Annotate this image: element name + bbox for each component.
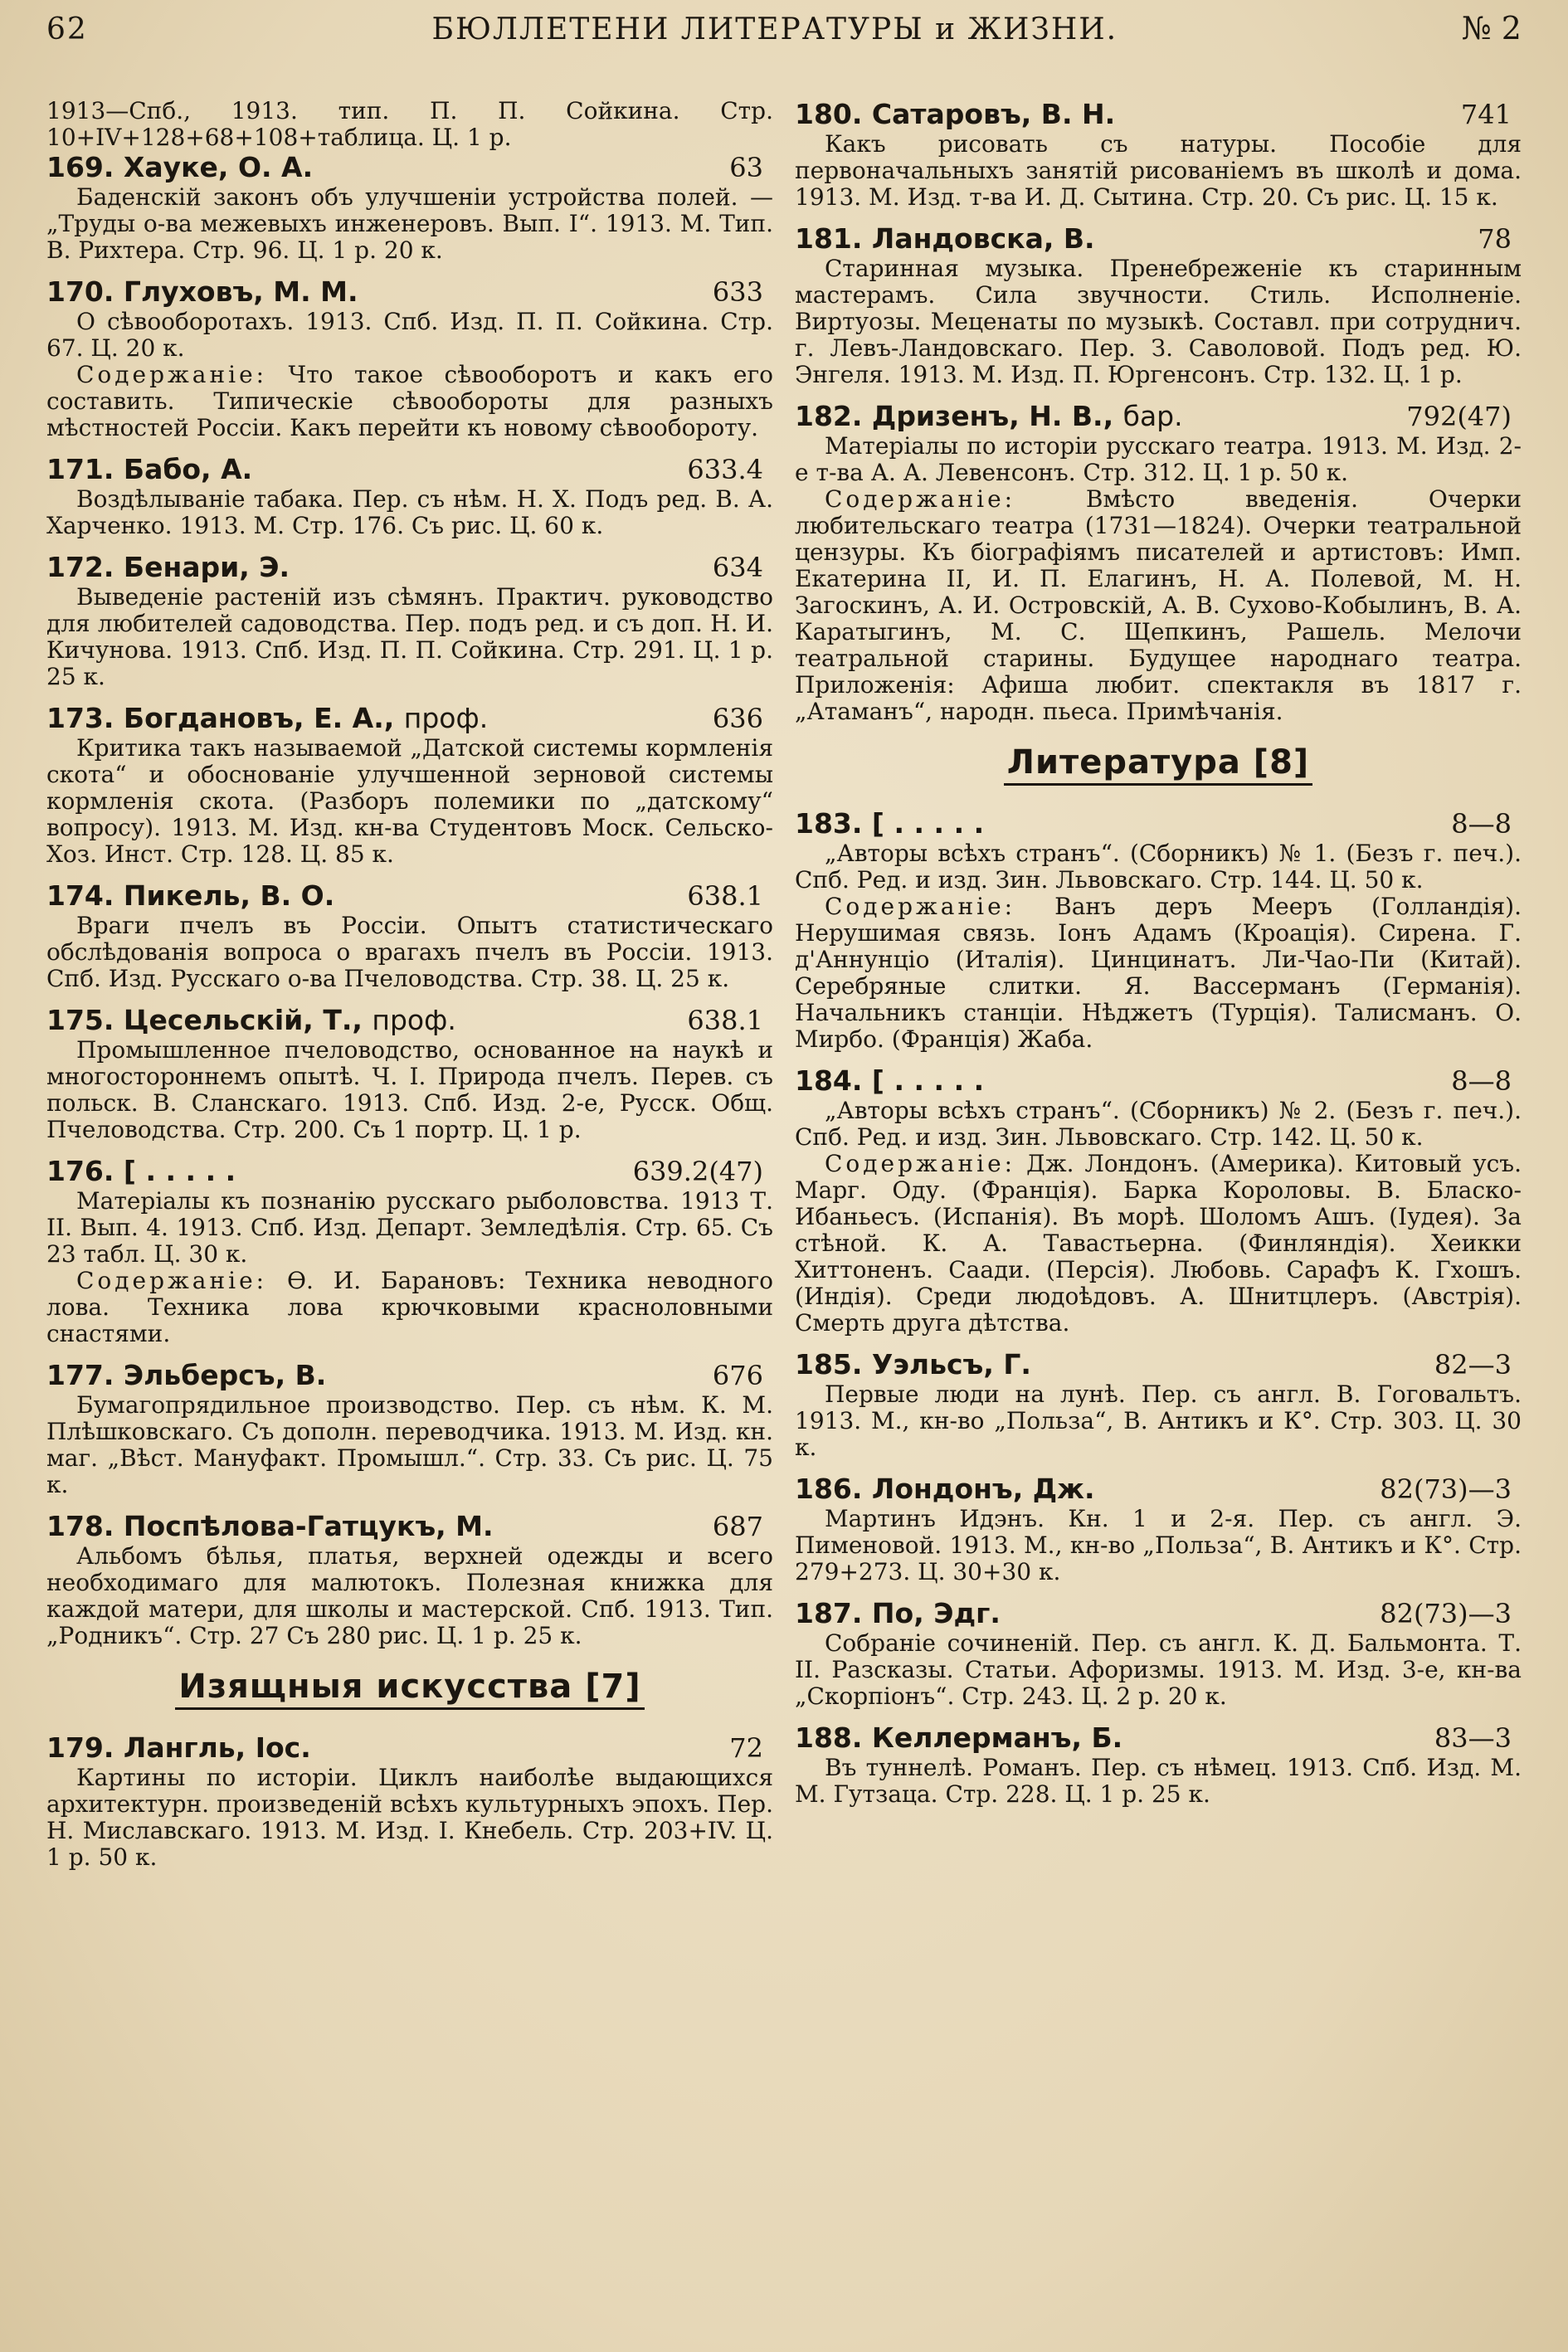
entry-description: „Авторы всѣхъ странъ“. (Сборникъ) № 1. (Безъ г. печ.). Спб. Ред. и изд. Зин. Львовскаго. Стр. 144. Ц. 50 к. (795, 840, 1522, 894)
entry-head (46, 453, 773, 486)
entry-number: 181. (795, 222, 863, 255)
entry-classification: 82(73)—3 (1380, 1473, 1512, 1505)
entry-title (795, 222, 1095, 256)
entry-description: Альбомъ бѣлья, платья, верхней одежды и всего необходимаго для малютокъ. Полезная книжка для каждой матери, для школы и мастерской. Спб. 1913. Тип. „Родникъ“. Стр. 27 Съ 280 рис. Ц. 1 р. 25 к. (46, 1542, 773, 1649)
entry-head (46, 1004, 773, 1037)
catalog-entry (46, 702, 773, 868)
entry-classification: 82(73)—3 (1380, 1598, 1512, 1629)
catalog-entry (46, 1731, 773, 1871)
entry-classification: 78 (1478, 223, 1512, 255)
entry-head (46, 879, 773, 913)
entry-description: Собраніе сочиненій. Пер. съ англ. К. Д. Бальмонта. Т. II. Разсказы. Статьи. Афоризмы. 1913. М. Изд. 3-е, кн-ва „Скорпіонъ“. Стр. 243. Ц. 2 р. 20 к. (795, 1629, 1522, 1710)
contents-text: Ѳ. И. Барановъ: Техника неводного лова. Техника лова крючковыми красноловными снастями. (46, 1267, 774, 1347)
entry-author: Богдановъ, Е. А., (123, 702, 395, 734)
contents-text: Вмѣсто введенія. Очерки любительскаго театра (1731—1824). Очерки театральной цензуры. Къ біографіямъ писателей и артистовъ: Имп. Екатерина II, И. П. Елагинъ, Н. А. Полевой, М. Н. Загоскинъ, А. И. Островскій, А. В. Сухово-Кобылинъ, В. А. Каратыгинъ, М. С. Щепкинъ, Рашель. Мелочи театральной старины. Будущее народнаго театра. Приложенія: Афиша любит. спектакля въ 1817 г. „Атаманъ“, народн. пьеса. Примѣчанія. (795, 485, 1522, 725)
entry-description: Враги пчелъ въ Россіи. Опытъ статистическаго обслѣдованія вопроса о врагахъ пчелъ въ Россіи. 1913. Спб. Изд. Русскаго о-ва Пчеловодства. Стр. 38. Ц. 25 к. (46, 912, 773, 992)
entry-classification: 687 (712, 1511, 763, 1542)
entry-head (795, 222, 1522, 256)
entry-author: Хауке, О. А. (123, 151, 314, 183)
catalog-entry (795, 98, 1522, 211)
entry-title (46, 551, 290, 584)
entry-contents (795, 1151, 1522, 1337)
entry-author: Ландовска, В. (871, 222, 1095, 255)
catalog-entry (795, 1473, 1522, 1585)
catalog-entry (46, 879, 773, 992)
entry-author: По, Эдг. (871, 1597, 1001, 1629)
contents-label: Содержаніе: (825, 1150, 1016, 1177)
entry-classification: 8—8 (1451, 1065, 1512, 1097)
entry-head (795, 807, 1522, 840)
entry-number: 173. (46, 702, 114, 734)
catalog-entry (46, 275, 773, 441)
entry-number: 177. (46, 1359, 114, 1391)
entry-number: 179. (46, 1731, 114, 1764)
entry-classification: 72 (729, 1732, 763, 1764)
issue-number: № 2 (1461, 10, 1522, 46)
entry-head (795, 98, 1522, 131)
entry-number: 188. (795, 1721, 863, 1754)
contents-label: Содержаніе: (76, 361, 268, 388)
entry-author: Сатаровъ, В. Н. (871, 98, 1116, 130)
entry-number: 174. (46, 879, 114, 912)
right-entries (795, 98, 1522, 725)
entry-head (46, 551, 773, 584)
entry-head (795, 1597, 1522, 1630)
left-entries (46, 151, 773, 1649)
entry-description: Баденскій законъ объ улучшеніи устройства полей. — „Труды о-ва межевыхъ инженеровъ. Вып. I“. 1913. М. Тип. В. Рихтера. Стр. 96. Ц. 1 р. 20 к. (46, 183, 773, 264)
entry-description: Воздѣлываніе табака. Пер. съ нѣм. Н. Х. Подъ ред. В. А. Харченко. 1913. М. Стр. 176. Съ рис. Ц. 60 к. (46, 485, 773, 539)
entry-head (795, 1473, 1522, 1506)
entry-title (46, 702, 488, 735)
entry-title (795, 1064, 984, 1098)
entry-classification: 636 (712, 703, 763, 734)
entry-number: 169. (46, 151, 114, 183)
catalog-entry (795, 400, 1522, 725)
section-heading-literature: Литература [8] (795, 743, 1522, 786)
entry-description: Первые люди на лунѣ. Пер. съ англ. В. Гоговальтъ. 1913. М., кн-во „Польза“, В. Антикъ и К°. Стр. 303. Ц. 30 к. (795, 1381, 1522, 1461)
right-entries-after-section (795, 807, 1522, 1808)
entry-role: проф. (403, 702, 489, 734)
entry-number: 178. (46, 1510, 114, 1542)
entry-author: Бенари, Э. (123, 551, 290, 583)
entry-author: [ . . . . . (871, 1064, 985, 1097)
entry-classification: 638.1 (687, 1005, 763, 1036)
entry-head (46, 1510, 773, 1543)
entry-title (795, 807, 984, 840)
entry-head (46, 702, 773, 735)
right-column (795, 98, 1522, 1882)
entry-classification: 633.4 (687, 454, 763, 485)
entry-classification: 676 (712, 1360, 763, 1391)
entry-title (795, 1348, 1031, 1381)
entry-author: [ . . . . . (871, 807, 985, 840)
entry-author: Лангль, Іос. (123, 1731, 311, 1764)
entry-classification: 638.1 (687, 880, 763, 912)
entry-title (46, 1004, 456, 1037)
entry-head (795, 1064, 1522, 1098)
contents-label: Содержаніе: (76, 1267, 268, 1294)
entry-head (46, 1731, 773, 1765)
left-entries-after-section (46, 1731, 773, 1871)
entry-number: 186. (795, 1473, 863, 1505)
entry-title (46, 275, 358, 309)
entry-head (795, 1348, 1522, 1381)
catalog-entry (46, 1359, 773, 1498)
entry-title (795, 1597, 1001, 1630)
entry-number: 187. (795, 1597, 863, 1629)
catalog-entry (795, 1721, 1522, 1808)
contents-text: Что такое сѣвооборотъ и какъ его составить. Типическіе сѣвообороты для разныхъ мѣстностей Россіи. Какъ перейти къ новому сѣвообороту. (46, 361, 773, 441)
entry-classification: 639.2(47) (632, 1156, 763, 1187)
entry-title (46, 1359, 326, 1392)
entry-classification: 83—3 (1434, 1722, 1512, 1754)
entry-author: Поспѣлова-Гатцукъ, М. (123, 1510, 494, 1542)
entry-number: 172. (46, 551, 114, 583)
entry-author: Уэльсъ, Г. (871, 1348, 1031, 1381)
entry-author: [ . . . . . (123, 1155, 236, 1187)
entry-title (795, 400, 1183, 433)
entry-classification: 8—8 (1451, 808, 1512, 840)
entry-title (46, 1155, 236, 1188)
entry-head (46, 275, 773, 309)
entry-number: 175. (46, 1004, 114, 1036)
entry-head (46, 151, 773, 184)
entry-number: 176. (46, 1155, 114, 1187)
contents-label: Содержаніе: (825, 893, 1016, 920)
entry-title (46, 453, 252, 486)
entry-title (46, 879, 334, 913)
catalog-entry (795, 1348, 1522, 1461)
continuation-text: 1913—Спб., 1913. тип. П. П. Сойкина. Стр. 10+IV+128+68+108+таблица. Ц. 1 р. (46, 97, 773, 151)
entry-classification: 792(47) (1406, 401, 1512, 432)
entry-description: Критика такъ называемой „Датской системы кормленія скота“ и обоснованіе улучшенной зерновой системы кормленія скота. (Разборъ полемики по „датскому“ вопросу). 1913. М. Изд. кн-ва Студентовъ Моск. Сельско-Хоз. Инст. Стр. 128. Ц. 85 к. (46, 734, 773, 868)
entry-head (795, 1721, 1522, 1755)
entry-role: проф. (372, 1004, 456, 1036)
entry-contents (795, 486, 1522, 725)
entry-title (46, 151, 313, 184)
entry-title (795, 1473, 1095, 1506)
page-header (46, 10, 1522, 60)
entry-description: Картины по исторіи. Циклъ наиболѣе выдающихся архитектурн. произведеній всѣхъ культурныхъ эпохъ. Пер. Н. Миславскаго. 1913. М. Изд. І. Кнебель. Стр. 203+IV. Ц. 1 р. 50 к. (46, 1764, 773, 1871)
entry-description: „Авторы всѣхъ странъ“. (Сборникъ) № 2. (Безъ г. печ.). Спб. Ред. и изд. Зин. Львовскаго. Стр. 142. Ц. 50 к. (795, 1097, 1522, 1151)
entry-classification: 63 (729, 152, 763, 183)
entry-author: Пикель, В. О. (123, 879, 335, 912)
entry-title (46, 1731, 311, 1765)
entry-role: бар. (1122, 400, 1183, 432)
entry-number: 170. (46, 275, 114, 308)
entry-classification: 633 (712, 276, 763, 308)
entry-number: 182. (795, 400, 863, 432)
entry-head (46, 1155, 773, 1188)
entry-author: Лондонъ, Дж. (871, 1473, 1095, 1505)
entry-description: Промышленное пчеловодство, основанное на наукѣ и многостороннемъ опытѣ. Ч. I. Природа пчелъ. Перев. съ польск. В. Сланскаго. 1913. Спб. Изд. 2-е, Русск. Общ. Пчеловодства. Стр. 200. Съ 1 портр. Ц. 1 р. (46, 1036, 773, 1143)
catalog-entry (46, 1155, 773, 1347)
left-column (46, 98, 773, 1882)
journal-title: БЮЛЛЕТЕНИ ЛИТЕРАТУРЫ и ЖИЗНИ. (431, 12, 1118, 46)
catalog-entry (46, 1004, 773, 1143)
section-heading-fine-arts: Изящныя искусства [7] (46, 1668, 773, 1710)
entry-description: Бумагопрядильное производство. Пер. съ нѣм. К. М. Плѣшковскаго. Съ дополн. переводчика. 1913. М. Изд. кн. маг. „Вѣст. Мануфакт. Промышл.“. Стр. 33. Съ рис. Ц. 75 к. (46, 1391, 773, 1498)
entry-description: Матеріалы къ познанію русскаго рыболовства. 1913 Т. II. Вып. 4. 1913. Спб. Изд. Департ. Земледѣлія. Стр. 65. Съ 23 табл. Ц. 30 к. (46, 1187, 773, 1268)
catalog-entry (795, 807, 1522, 1053)
contents-label: Содержаніе: (825, 485, 1016, 513)
entry-head (46, 1359, 773, 1392)
entry-title (46, 1510, 494, 1543)
entry-description: Старинная музыка. Пренебреженіе къ старинным мастерамъ. Сила звучности. Стиль. Исполненіе. Виртуозы. Меценаты по музыкѣ. Составл. при сотруднич. г. Левъ-Ландовскаго. Пер. З. Саволовой. Подъ ред. Ю. Энгеля. 1913. М. Изд. П. Юргенсонъ. Стр. 132. Ц. 1 р. (795, 255, 1522, 388)
page-number: 62 (46, 12, 88, 46)
entry-description: Мартинъ Идэнъ. Кн. 1 и 2-я. Пер. съ англ. Э. Пименовой. 1913. М., кн-во „Польза“, В. Антикъ и К°. Стр. 279+273. Ц. 30+30 к. (795, 1505, 1522, 1585)
entry-description: Выведеніе растеній изъ сѣмянъ. Практич. руководство для любителей садоводства. Пер. подъ ред. и съ доп. Н. И. Кичунова. 1913. Спб. Изд. П. П. Сойкина. Стр. 291. Ц. 1 р. 25 к. (46, 583, 773, 690)
catalog-entry (46, 551, 773, 690)
catalog-entry (46, 453, 773, 539)
catalog-entry (795, 222, 1522, 388)
entry-contents (795, 894, 1522, 1053)
contents-text: Ванъ деръ Мееръ (Голландія). Нерушимая связь. Іонъ Адамъ (Кроація). Сирена. Г. д'Аннунціо (Италія). Цинцинатъ. Ли-Чао-Пи (Китай). Серебряные слитки. Я. Вассерманъ (Германія). Начальникъ станціи. Нѣджетъ (Турція). Талисманъ. О. Мирбо. (Франція) Жаба. (795, 893, 1522, 1053)
entry-author: Цесельскій, Т., (123, 1004, 363, 1036)
entry-description: Въ туннелѣ. Романъ. Пер. съ нѣмец. 1913. Спб. Изд. М. М. Гутзаца. Стр. 228. Ц. 1 р. 25 к. (795, 1754, 1522, 1808)
columns (46, 98, 1522, 1882)
entry-classification: 634 (712, 552, 763, 583)
entry-number: 184. (795, 1064, 863, 1097)
entry-author: Бабо, А. (123, 453, 253, 485)
entry-number: 171. (46, 453, 114, 485)
contents-text: Дж. Лондонъ. (Америка). Китовый усъ. Марг. Оду. (Франція). Барка Короловы. В. Бласко-Ибаньесъ. (Испанія). Въ морѣ. Шоломъ Ашъ. (Іудея). За стѣной. К. А. Тавастьерна. (Финляндія). Хеикки Хиттоненъ. Саади. (Персія). Любовь. Сарафъ К. Гхошъ. (Индія). Среди людоѣдовъ. А. Шнитцлеръ. (Австрія). Смерть друга дѣтства. (795, 1150, 1522, 1337)
entry-title (795, 1721, 1122, 1755)
entry-author: Глуховъ, М. М. (123, 275, 358, 308)
catalog-entry (46, 151, 773, 264)
entry-author: Дризенъ, Н. В., (871, 400, 1114, 432)
entry-classification: 741 (1460, 99, 1512, 130)
entry-description: Какъ рисовать съ натуры. Пособіе для первоначальныхъ занятій рисованіемъ въ школѣ и дома. 1913. М. Изд. т-ва И. Д. Сытина. Стр. 20. Съ рис. Ц. 15 к. (795, 130, 1522, 211)
entry-classification: 82—3 (1434, 1349, 1512, 1381)
entry-description: О сѣвооборотахъ. 1913. Спб. Изд. П. П. Сойкина. Стр. 67. Ц. 20 к. (46, 308, 773, 362)
catalog-entry (46, 1510, 773, 1649)
entry-author: Эльберсъ, В. (123, 1359, 327, 1391)
entry-contents (46, 1268, 773, 1347)
entry-head (795, 400, 1522, 433)
entry-number: 185. (795, 1348, 863, 1381)
entry-description: Матеріалы по исторіи русскаго театра. 1913. М. Изд. 2-е т-ва А. А. Левенсонъ. Стр. 312. Ц. 1 р. 50 к. (795, 432, 1522, 486)
entry-contents (46, 362, 773, 441)
catalog-entry (795, 1064, 1522, 1337)
catalog-entry (795, 1597, 1522, 1710)
entry-number: 180. (795, 98, 863, 130)
entry-author: Келлерманъ, Б. (871, 1721, 1123, 1754)
entry-number: 183. (795, 807, 863, 840)
entry-title (795, 98, 1115, 131)
